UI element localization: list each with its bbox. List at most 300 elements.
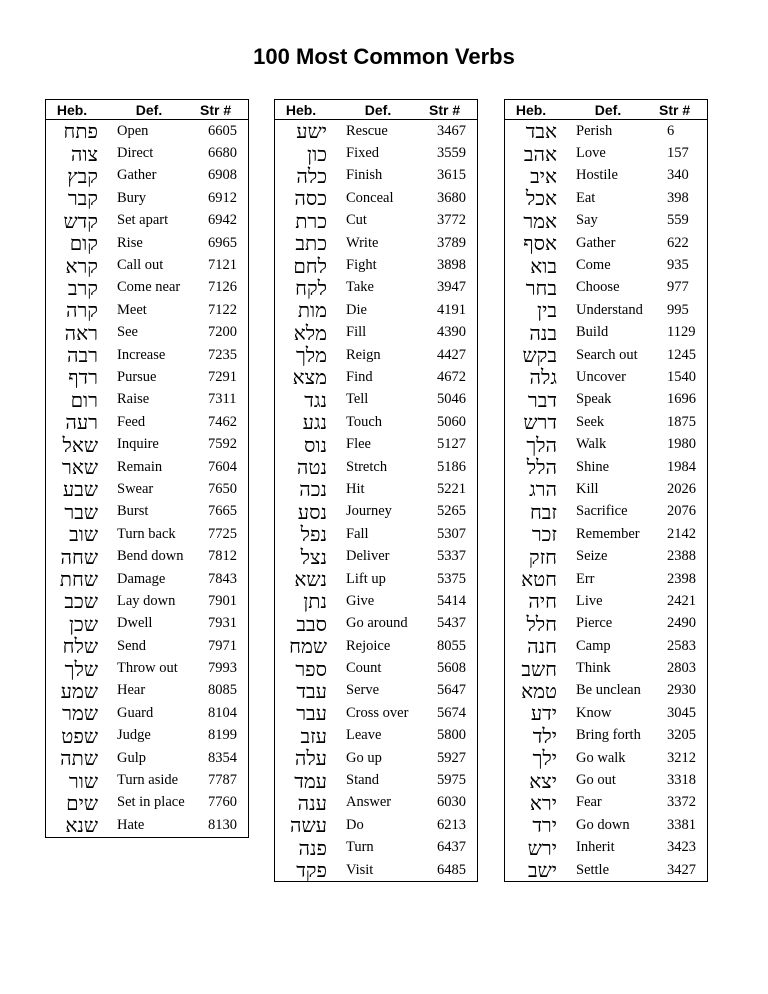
verb-definition: Say xyxy=(576,212,598,229)
strongs-number: 7843 xyxy=(208,570,237,587)
table-row xyxy=(275,545,477,567)
hebrew-verb: כלה xyxy=(296,163,327,188)
table-row xyxy=(505,165,707,187)
hebrew-verb: פנה xyxy=(298,835,327,860)
hebrew-verb: איב xyxy=(530,163,557,188)
hebrew-verb: רבה xyxy=(67,343,98,368)
strongs-number: 1984 xyxy=(667,458,696,475)
table-row xyxy=(275,635,477,657)
header-definition: Def. xyxy=(135,101,163,118)
table-row xyxy=(46,322,248,344)
hebrew-verb: דרש xyxy=(523,410,557,435)
table-header xyxy=(275,100,477,120)
table-header xyxy=(46,100,248,120)
table-row xyxy=(46,433,248,455)
verb-definition: Raise xyxy=(117,391,150,408)
hebrew-verb: כרת xyxy=(295,208,327,233)
verb-definition: Visit xyxy=(346,861,374,878)
verb-table-1 xyxy=(45,99,249,838)
strongs-number: 3898 xyxy=(437,257,466,274)
hebrew-verb: נוס xyxy=(304,432,327,457)
hebrew-verb: ישב xyxy=(527,858,557,883)
table-row xyxy=(46,165,248,187)
hebrew-verb: חלל xyxy=(526,611,557,636)
hebrew-verb: סבב xyxy=(296,611,327,636)
hebrew-verb: שכב xyxy=(64,589,98,614)
verb-definition: Hit xyxy=(346,480,365,497)
hebrew-verb: מלא xyxy=(293,320,327,345)
table-row xyxy=(275,725,477,747)
hebrew-verb: עבד xyxy=(296,678,327,703)
verb-definition: Hate xyxy=(117,816,145,833)
page-title: 100 Most Common Verbs xyxy=(253,44,515,69)
table-row xyxy=(46,299,248,321)
table-row xyxy=(505,389,707,411)
strongs-number: 7993 xyxy=(208,660,237,677)
hebrew-verb: שבר xyxy=(64,499,98,524)
hebrew-verb: קבץ xyxy=(67,163,98,188)
hebrew-verb: נטה xyxy=(296,455,327,480)
hebrew-verb: נפל xyxy=(300,522,327,547)
verb-definition: Fixed xyxy=(346,145,380,162)
table-row xyxy=(275,590,477,612)
table-row xyxy=(505,657,707,679)
verb-definition: Stretch xyxy=(346,458,388,475)
strongs-number: 3772 xyxy=(437,212,466,229)
table-row xyxy=(505,232,707,254)
strongs-number: 2076 xyxy=(667,503,696,520)
verb-definition: Turn back xyxy=(117,525,176,542)
header-strongs-number: Str # xyxy=(659,101,691,118)
strongs-number: 2398 xyxy=(667,570,696,587)
table-row xyxy=(505,635,707,657)
strongs-number: 3789 xyxy=(437,234,466,251)
header-hebrew: Heb. xyxy=(515,101,547,118)
strongs-number: 6908 xyxy=(208,167,237,184)
table-row xyxy=(275,769,477,791)
table-row xyxy=(46,635,248,657)
verb-definition: Call out xyxy=(117,257,164,274)
hebrew-verb: קבר xyxy=(67,186,98,211)
hebrew-verb: קרא xyxy=(65,253,98,278)
table-row xyxy=(46,725,248,747)
table-row xyxy=(275,277,477,299)
table-row xyxy=(275,456,477,478)
strongs-number: 2930 xyxy=(667,682,696,699)
verb-definition: Dwell xyxy=(117,615,153,632)
strongs-number: 5674 xyxy=(437,704,466,721)
hebrew-verb: לחם xyxy=(293,253,327,278)
strongs-number: 935 xyxy=(667,257,689,274)
strongs-number: 157 xyxy=(667,145,689,162)
verb-definition: Burst xyxy=(117,503,149,520)
table-row xyxy=(505,702,707,724)
hebrew-verb: עמד xyxy=(294,768,327,793)
verb-definition: Give xyxy=(346,592,375,609)
table-row xyxy=(505,501,707,523)
header-definition: Def. xyxy=(364,101,392,118)
hebrew-verb: מצא xyxy=(292,365,327,390)
strongs-number: 3947 xyxy=(437,279,466,296)
table-row xyxy=(275,523,477,545)
strongs-number: 4672 xyxy=(437,368,466,385)
strongs-number: 6 xyxy=(667,122,675,139)
verb-definition: Choose xyxy=(576,279,620,296)
verb-definition: Understand xyxy=(576,301,643,318)
header-hebrew: Heb. xyxy=(56,101,88,118)
verb-definition: Direct xyxy=(117,145,154,162)
strongs-number: 3559 xyxy=(437,145,466,162)
table-row xyxy=(275,366,477,388)
hebrew-verb: רום xyxy=(70,387,98,412)
hebrew-verb: נתן xyxy=(303,589,327,614)
verb-definition: Uncover xyxy=(576,368,626,385)
hebrew-verb: כסה xyxy=(294,186,327,211)
strongs-number: 6942 xyxy=(208,212,237,229)
strongs-number: 7592 xyxy=(208,436,237,453)
table-row xyxy=(275,613,477,635)
verb-definition: Finish xyxy=(346,167,383,184)
table-row xyxy=(275,389,477,411)
hebrew-verb: טמא xyxy=(521,678,557,703)
strongs-number: 6437 xyxy=(437,839,466,856)
table-row xyxy=(505,814,707,836)
table-row xyxy=(505,433,707,455)
table-row xyxy=(275,187,477,209)
verb-definition: Sacrifice xyxy=(576,503,628,520)
verb-definition: Inquire xyxy=(117,436,159,453)
strongs-number: 7121 xyxy=(208,257,237,274)
strongs-number: 5265 xyxy=(437,503,466,520)
hebrew-verb: חזק xyxy=(528,544,557,569)
hebrew-verb: ירא xyxy=(529,790,557,815)
strongs-number: 5375 xyxy=(437,570,466,587)
table-row xyxy=(505,344,707,366)
strongs-number: 559 xyxy=(667,212,689,229)
hebrew-verb: נכה xyxy=(299,477,327,502)
hebrew-verb: שמר xyxy=(62,701,98,726)
hebrew-verb: בין xyxy=(537,298,557,323)
strongs-number: 8354 xyxy=(208,749,237,766)
hebrew-verb: אסף xyxy=(523,231,557,256)
table-row xyxy=(46,277,248,299)
hebrew-verb: שלך xyxy=(64,656,98,681)
table-row xyxy=(505,277,707,299)
table-row xyxy=(46,232,248,254)
verb-definition: Feed xyxy=(117,413,146,430)
verb-definition: Fear xyxy=(576,794,602,811)
strongs-number: 4427 xyxy=(437,346,466,363)
table-row xyxy=(505,769,707,791)
verb-definition: Go around xyxy=(346,615,408,632)
verb-definition: Rescue xyxy=(346,122,388,139)
table-row xyxy=(505,322,707,344)
verb-definition: Tell xyxy=(346,391,369,408)
strongs-number: 2026 xyxy=(667,480,696,497)
hebrew-verb: מות xyxy=(297,298,327,323)
hebrew-verb: כתב xyxy=(295,231,327,256)
table-row xyxy=(46,411,248,433)
table-row xyxy=(505,478,707,500)
table-row xyxy=(46,702,248,724)
verb-definition: Shine xyxy=(576,458,610,475)
table-body xyxy=(275,120,477,881)
hebrew-verb: נסע xyxy=(297,499,327,524)
strongs-number: 6030 xyxy=(437,794,466,811)
header-hebrew: Heb. xyxy=(285,101,317,118)
verb-definition: Deliver xyxy=(346,548,390,565)
hebrew-verb: רעה xyxy=(65,410,98,435)
strongs-number: 5060 xyxy=(437,413,466,430)
hebrew-verb: אהב xyxy=(523,141,557,166)
hebrew-verb: עלה xyxy=(294,746,327,771)
strongs-number: 5608 xyxy=(437,660,466,677)
verb-definition: Stand xyxy=(346,772,380,789)
table-row xyxy=(275,433,477,455)
hebrew-verb: בוא xyxy=(530,253,557,278)
hebrew-verb: פקד xyxy=(296,858,327,883)
strongs-number: 7665 xyxy=(208,503,237,520)
verb-definition: Send xyxy=(117,637,146,654)
table-row xyxy=(505,187,707,209)
table-row xyxy=(46,545,248,567)
verb-definition: Turn xyxy=(346,839,374,856)
table-row xyxy=(505,254,707,276)
verb-definition: Guard xyxy=(117,704,154,721)
hebrew-verb: רדף xyxy=(68,365,98,390)
hebrew-verb: בנה xyxy=(529,320,557,345)
table-row xyxy=(505,545,707,567)
verb-definition: Do xyxy=(346,816,364,833)
verb-definition: Count xyxy=(346,660,382,677)
strongs-number: 7901 xyxy=(208,592,237,609)
strongs-number: 7604 xyxy=(208,458,237,475)
hebrew-verb: שאל xyxy=(62,432,98,457)
hebrew-verb: שפט xyxy=(61,723,98,748)
table-row xyxy=(505,747,707,769)
verb-definition: Bend down xyxy=(117,548,184,565)
verb-definition: Come xyxy=(576,257,611,274)
table-row xyxy=(46,254,248,276)
strongs-number: 3318 xyxy=(667,772,696,789)
verb-definition: Serve xyxy=(346,682,380,699)
hebrew-verb: ילך xyxy=(532,746,557,771)
hebrew-verb: ידע xyxy=(530,701,557,726)
verb-definition: Cross over xyxy=(346,704,409,721)
hebrew-verb: יצא xyxy=(529,768,557,793)
table-header xyxy=(505,100,707,120)
strongs-number: 5975 xyxy=(437,772,466,789)
verb-definition: Flee xyxy=(346,436,371,453)
hebrew-verb: הלך xyxy=(526,432,557,457)
hebrew-verb: שמח xyxy=(289,634,327,659)
strongs-number: 8104 xyxy=(208,704,237,721)
table-row xyxy=(275,232,477,254)
table-row xyxy=(505,859,707,881)
table-row xyxy=(505,366,707,388)
verb-definition: Seek xyxy=(576,413,605,430)
table-body xyxy=(46,120,248,837)
hebrew-verb: שבע xyxy=(62,477,98,502)
table-row xyxy=(505,613,707,635)
strongs-number: 3680 xyxy=(437,189,466,206)
hebrew-verb: ענה xyxy=(297,790,327,815)
strongs-number: 5186 xyxy=(437,458,466,475)
hebrew-verb: גלה xyxy=(529,365,557,390)
hebrew-verb: חנה xyxy=(527,634,557,659)
verb-definition: Set apart xyxy=(117,212,169,229)
verb-definition: Die xyxy=(346,301,367,318)
verb-definition: Hostile xyxy=(576,167,618,184)
strongs-number: 7200 xyxy=(208,324,237,341)
strongs-number: 7235 xyxy=(208,346,237,363)
hebrew-verb: קדש xyxy=(63,208,98,233)
strongs-number: 1245 xyxy=(667,346,696,363)
verb-definition: Walk xyxy=(576,436,607,453)
table-row xyxy=(275,142,477,164)
strongs-number: 4390 xyxy=(437,324,466,341)
verb-definition: Remain xyxy=(117,458,163,475)
strongs-number: 7931 xyxy=(208,615,237,632)
verb-definition: Turn aside xyxy=(117,772,179,789)
table-row xyxy=(505,523,707,545)
table-row xyxy=(46,366,248,388)
verb-table-2 xyxy=(274,99,478,882)
strongs-number: 5800 xyxy=(437,727,466,744)
strongs-number: 995 xyxy=(667,301,689,318)
table-row xyxy=(46,187,248,209)
hebrew-verb: שנא xyxy=(65,813,98,838)
table-row xyxy=(46,747,248,769)
hebrew-verb: זכר xyxy=(531,522,557,547)
verb-definition: Set in place xyxy=(117,794,185,811)
verb-definition: Gather xyxy=(576,234,616,251)
verb-definition: Err xyxy=(576,570,595,587)
hebrew-verb: עזב xyxy=(300,723,327,748)
verb-definition: Search out xyxy=(576,346,638,363)
table-body xyxy=(505,120,707,881)
table-row xyxy=(505,680,707,702)
verb-definition: Go up xyxy=(346,749,382,766)
verb-definition: Gather xyxy=(117,167,157,184)
strongs-number: 398 xyxy=(667,189,689,206)
table-row xyxy=(275,478,477,500)
verb-definition: Lay down xyxy=(117,592,176,609)
verb-definition: Camp xyxy=(576,637,611,654)
verb-definition: Seize xyxy=(576,548,608,565)
hebrew-verb: שתה xyxy=(60,746,98,771)
verb-definition: Answer xyxy=(346,794,392,811)
hebrew-verb: בקש xyxy=(522,343,557,368)
strongs-number: 3381 xyxy=(667,816,696,833)
table-row xyxy=(505,299,707,321)
hebrew-verb: שור xyxy=(68,768,98,793)
strongs-number: 7311 xyxy=(208,391,237,408)
hebrew-verb: שחת xyxy=(59,567,98,591)
table-row xyxy=(505,568,707,590)
verb-table-3 xyxy=(504,99,708,882)
verb-definition: Go walk xyxy=(576,749,626,766)
table-row xyxy=(275,344,477,366)
strongs-number: 4191 xyxy=(437,301,466,318)
strongs-number: 2490 xyxy=(667,615,696,632)
table-row xyxy=(505,120,707,142)
strongs-number: 5046 xyxy=(437,391,466,408)
strongs-number: 3467 xyxy=(437,122,466,139)
hebrew-verb: הלל xyxy=(526,455,557,480)
hebrew-verb: חטא xyxy=(521,567,557,591)
verb-definition: Kill xyxy=(576,480,599,497)
table-row xyxy=(275,322,477,344)
verb-definition: See xyxy=(117,324,138,341)
table-row xyxy=(275,568,477,590)
table-row xyxy=(46,501,248,523)
strongs-number: 7291 xyxy=(208,368,237,385)
strongs-number: 3045 xyxy=(667,704,696,721)
table-row xyxy=(275,501,477,523)
strongs-number: 622 xyxy=(667,234,689,251)
strongs-number: 2583 xyxy=(667,637,696,654)
hebrew-verb: כון xyxy=(307,141,327,166)
hebrew-verb: ירש xyxy=(527,835,557,860)
table-row xyxy=(505,456,707,478)
table-row xyxy=(505,411,707,433)
verb-definition: Judge xyxy=(117,727,151,744)
hebrew-verb: שוב xyxy=(69,522,98,547)
table-row xyxy=(505,725,707,747)
verb-definition: Build xyxy=(576,324,609,341)
strongs-number: 8085 xyxy=(208,682,237,699)
verb-definition: Love xyxy=(576,145,606,162)
strongs-number: 6485 xyxy=(437,861,466,878)
table-row xyxy=(275,299,477,321)
verb-definition: Bury xyxy=(117,189,146,206)
hebrew-verb: עבר xyxy=(296,701,327,726)
verb-definition: Think xyxy=(576,660,611,677)
strongs-number: 5307 xyxy=(437,525,466,542)
table-row xyxy=(275,411,477,433)
table-row xyxy=(46,590,248,612)
table-row xyxy=(505,837,707,859)
verb-definition: Live xyxy=(576,592,603,609)
table-row xyxy=(46,478,248,500)
verb-definition: Cut xyxy=(346,212,367,229)
strongs-number: 5647 xyxy=(437,682,466,699)
header-strongs-number: Str # xyxy=(429,101,461,118)
strongs-number: 8199 xyxy=(208,727,237,744)
table-row xyxy=(46,142,248,164)
table-row xyxy=(275,814,477,836)
strongs-number: 3372 xyxy=(667,794,696,811)
strongs-number: 7787 xyxy=(208,772,237,789)
table-row xyxy=(505,210,707,232)
strongs-number: 7122 xyxy=(208,301,237,318)
verb-definition: Fight xyxy=(346,257,377,274)
table-row xyxy=(46,389,248,411)
table-row xyxy=(275,210,477,232)
table-row xyxy=(275,859,477,881)
verb-definition: Reign xyxy=(346,346,381,363)
strongs-number: 7971 xyxy=(208,637,237,654)
hebrew-verb: עשה xyxy=(290,813,327,838)
hebrew-verb: ילד xyxy=(532,723,557,748)
table-row xyxy=(46,657,248,679)
hebrew-verb: קרה xyxy=(65,298,98,323)
table-row xyxy=(275,254,477,276)
verb-definition: Come near xyxy=(117,279,181,296)
verb-definition: Pierce xyxy=(576,615,613,632)
verb-definition: Bring forth xyxy=(576,727,641,744)
